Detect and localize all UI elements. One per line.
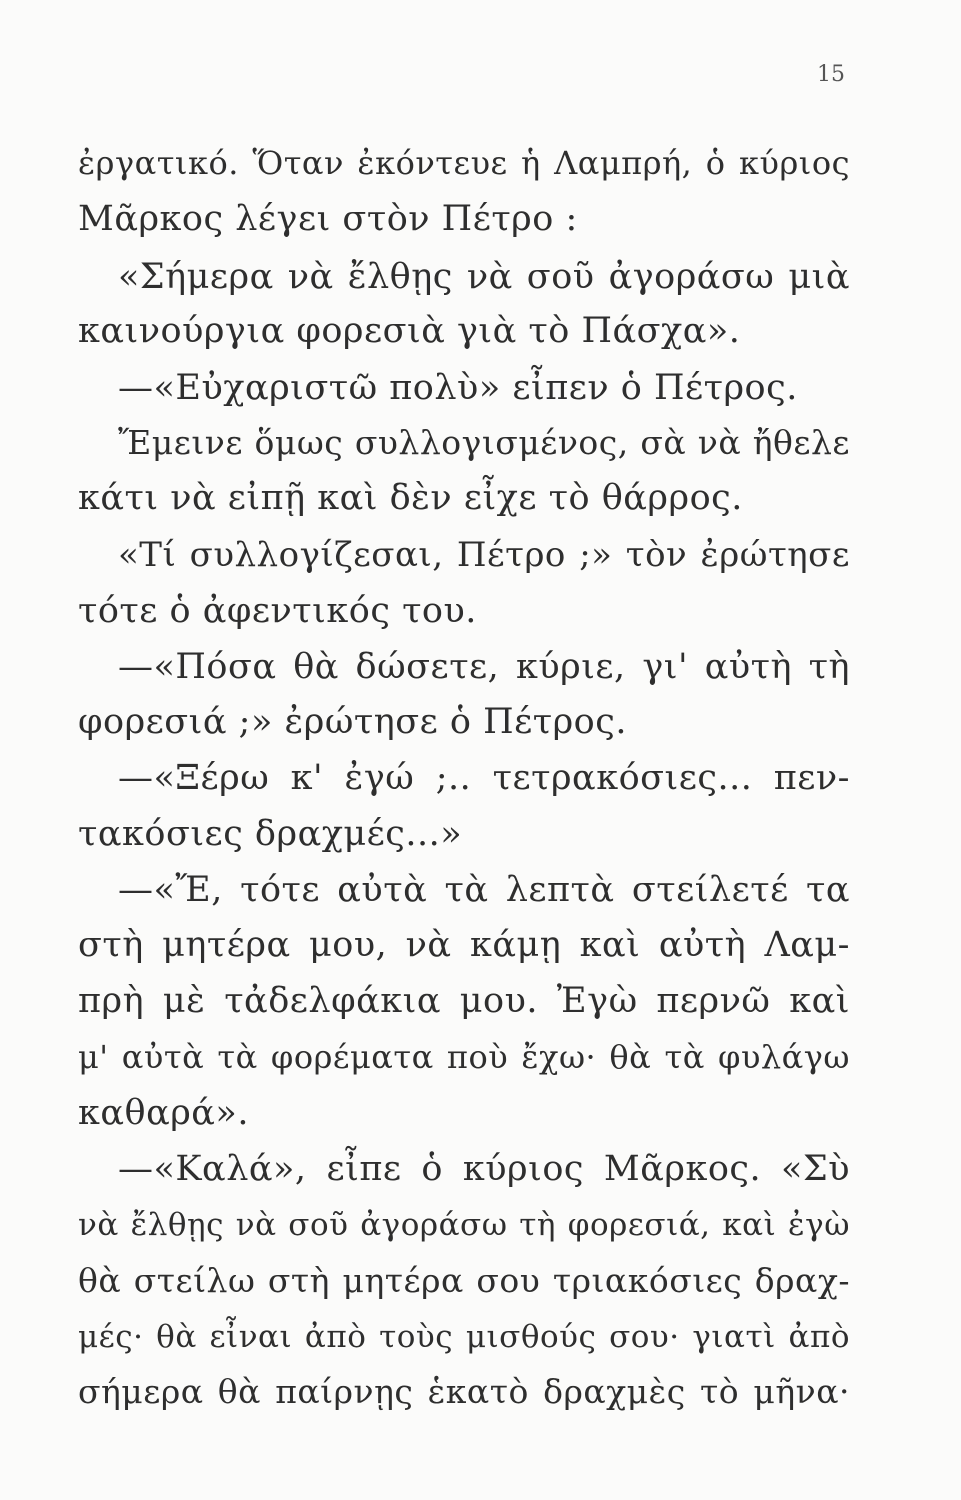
text-line: —«Πόσα θὰ δώσετε, κύριε, γι' αὐτὴ τὴ: [118, 647, 850, 687]
text-line: —«Ξέρω κ' ἐγώ ;.. τετρακόσιες... πεν-: [118, 758, 850, 798]
text-line: —«Ἔ, τότε αὐτὰ τὰ λεπτὰ στείλετέ τα: [118, 870, 850, 910]
text-line: τακόσιες δραχμές...»: [78, 814, 463, 854]
text-line: μές· θὰ εἶναι ἀπὸ τοὺς μισθούς σου· γιατὶ ἀπὸ: [78, 1319, 850, 1355]
text-line: —«Εὐχαριστῶ πολὺ» εἶπεν ὁ Πέτρος.: [118, 368, 798, 408]
text-line: πρὴ μὲ τἀδελφάκια μου. Ἐγὼ περνῶ καὶ: [78, 981, 850, 1021]
text-line: τότε ὁ ἀφεντικός του.: [78, 591, 477, 631]
text-line: μ' αὐτὰ τὰ φορέματα ποὺ ἔχω· θὰ τὰ φυλάγω: [78, 1038, 850, 1076]
text-line: καινούργια φορεσιὰ γιὰ τὸ Πάσχα».: [78, 311, 741, 351]
text-line: φορεσιά ;» ἐρώτησε ὁ Πέτρος.: [78, 702, 627, 742]
text-line: σήμερα θὰ παίρνῃς ἑκατὸ δραχμὲς τὸ μῆνα·: [78, 1372, 850, 1411]
text-line: κάτι νὰ εἰπῇ καὶ δὲν εἶχε τὸ θάρρος.: [78, 478, 743, 518]
text-line: —«Καλά», εἶπε ὁ κύριος Μᾶρκος. «Σὺ: [118, 1149, 850, 1189]
page-number: 15: [817, 62, 845, 87]
text-line: Ἔμεινε ὅμως συλλογισμένος, σὰ νὰ ἤθελε: [118, 423, 850, 462]
text-line: καθαρά».: [78, 1093, 249, 1133]
text-line: θὰ στείλω στὴ μητέρα σου τριακόσιες δραχ-: [78, 1261, 850, 1300]
text-line: «Τί συλλογίζεσαι, Πέτρο ;» τὸν ἐρώτησε: [118, 535, 850, 575]
text-line: «Σήμερα νὰ ἔλθῃς νὰ σοῦ ἀγοράσω μιὰ: [118, 257, 850, 297]
text-line: ἐργατικό. Ὅταν ἐκόντευε ἡ Λαμπρή, ὁ κύριος: [78, 144, 850, 182]
text-line: νὰ ἔλθῃς νὰ σοῦ ἀγοράσω τὴ φορεσιά, καὶ ἐγὼ: [78, 1207, 850, 1243]
text-line: στὴ μητέρα μου, νὰ κάμῃ καὶ αὐτὴ Λαμ-: [78, 925, 850, 965]
text-line: Μᾶρκος λέγει στὸν Πέτρο :: [78, 199, 578, 239]
